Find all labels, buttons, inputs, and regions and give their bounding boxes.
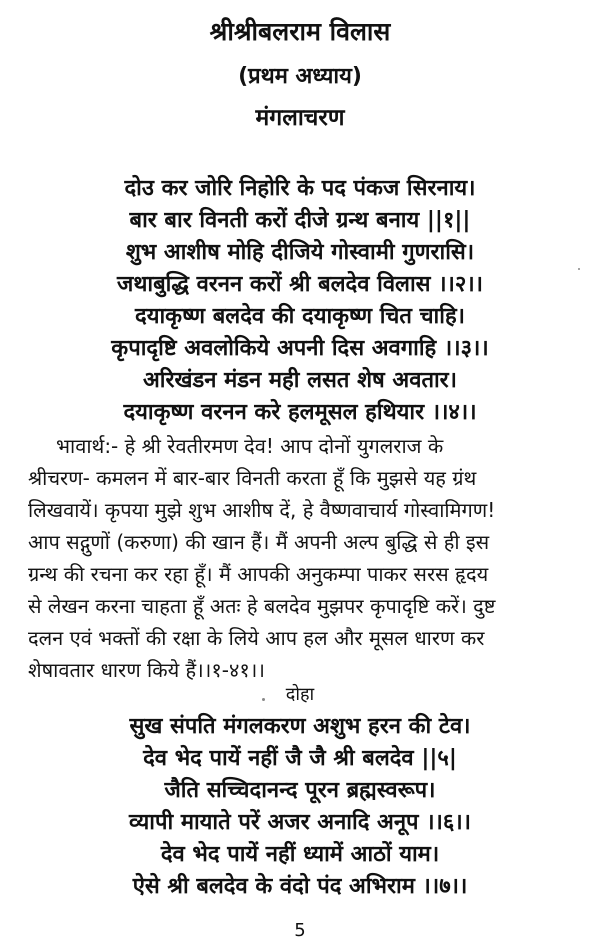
verse-line: जथाबुद्धि वरनन करों श्री बलदेव विलास ।।२।। [117, 272, 483, 297]
doha-label: दोहा [285, 684, 315, 705]
commentary-line: लिखवायें। कृपया मुझे शुभ आशीष दें, हे वैष्णवाचार्य गोस्वामिगण! [28, 498, 496, 522]
commentary-line: से लेखन करना चाहता हूँ अतः हे बलदेव मुझपर कृपादृष्टि करें। दुष्ट [28, 594, 496, 618]
page-title: श्रीश्रीबलराम विलास [209, 17, 391, 46]
commentary-line: श्रीचरण- कमलन में बार-बार विनती करता हूँ कि मुझसे यह ग्रंथ [28, 466, 477, 490]
verse-line: अरिखंडन मंडन मही लसत शेष अवतार। [142, 368, 458, 393]
commentary-line: शेषावतार धारण किये हैं।।१-४१।। [28, 658, 265, 682]
commentary-line: आप सद्गुणों (करुणा) की खान हैं। मैं अपनी अल्प बुद्धि से ही इस [28, 530, 490, 554]
print-speck [578, 268, 580, 270]
chapter-heading: (प्रथम अध्याय) [238, 64, 362, 89]
commentary-line: दलन एवं भक्तों की रक्षा के लिये आप हल और मूसल धारण कर [28, 626, 485, 650]
verse-line: व्यापी मायाते परें अजर अनादि अनूप ।।६।। [128, 810, 471, 835]
verse-line: दयाकृष्ण वरनन करे हलमूसल हथियार ।।४।। [123, 400, 477, 425]
verse-line: शुभ आशीष मोहि दीजिये गोस्वामी गुणरासि। [125, 240, 475, 265]
verse-line: सुख संपति मंगलकरण अशुभ हरन की टेव। [129, 714, 471, 739]
section-heading: मंगलाचरण [255, 105, 345, 131]
commentary-line: भावार्थ:- हे श्री रेवतीरमण देव! आप दोनों युगलराज के [56, 434, 444, 458]
verse-line: देव भेद पायें नहीं जै जै श्री बलदेव ||५| [143, 746, 457, 771]
verse-line: बार बार विनती करों दीजे ग्रन्थ बनाय ||१|| [129, 208, 471, 233]
verse-line: देव भेद पायें नहीं ध्यामें आठों याम। [160, 842, 440, 867]
page-number: 5 [294, 920, 306, 941]
verse-line: ऐसे श्री बलदेव के वंदो पंद अभिराम ।।७।। [132, 874, 468, 899]
verse-line: दोउ कर जोरि निहोरि के पद पंकज सिरनाय। [124, 176, 476, 201]
verse-line: कृपादृष्टि अवलोकिये अपनी दिस अवगाहि ।।३।। [111, 336, 489, 361]
verse-line: जैति सच्चिदानन्द पूरन ब्रह्मस्वरूप। [164, 778, 436, 803]
commentary-line: ग्रन्थ की रचना कर रहा हूँ। मैं आपकी अनुकम्पा पाकर सरस हृदय [28, 562, 489, 586]
print-speck [262, 698, 265, 701]
verse-line: दयाकृष्ण बलदेव की दयाकृष्ण चित चाहि। [135, 304, 465, 329]
